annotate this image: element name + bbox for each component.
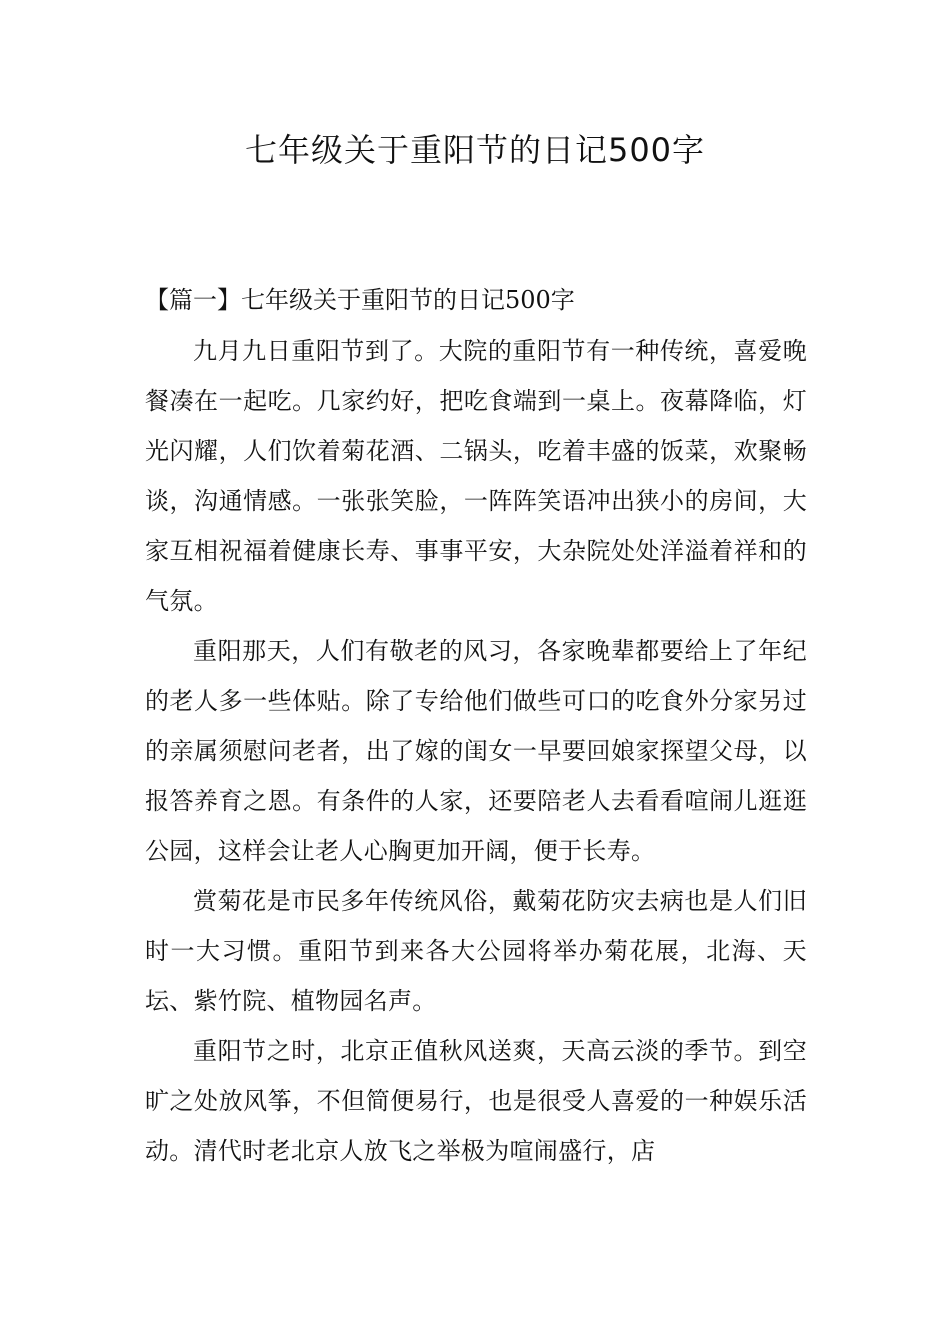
document-title: 七年级关于重阳节的日记500字	[244, 131, 706, 169]
section-heading: 【篇一】七年级关于重阳节的日记500字	[145, 286, 575, 314]
paragraph-1: 九月九日重阳节到了。大院的重阳节有一种传统，喜爱晚餐凑在一起吃。几家约好，把吃食端到一桌上。夜幕降临，灯光闪耀，人们饮着菊花酒、二锅头，吃着丰盛的饭菜，欢聚畅谈，沟通情感。一张张笑脸，一阵阵笑语冲出狭小的房间，大家互相祝福着健康长寿、事事平安，大杂院处处洋溢着祥和的气氛。	[145, 337, 807, 615]
paragraph-4: 重阳节之时，北京正值秋风送爽，天高云淡的季节。到空旷之处放风筝，不但简便易行，也是很受人喜爱的一种娱乐活动。清代时老北京人放飞之举极为喧闹盛行，店	[145, 1037, 807, 1165]
document-body	[145, 326, 807, 1176]
paragraph-3: 赏菊花是市民多年传统风俗，戴菊花防灾去病也是人们旧时一大习惯。重阳节到来各大公园将举办菊花展，北海、天坛、紫竹院、植物园名声。	[145, 887, 807, 1015]
paragraph-2: 重阳那天，人们有敬老的风习，各家晚辈都要给上了年纪的老人多一些体贴。除了专给他们做些可口的吃食外分家另过的亲属须慰问老者，出了嫁的闺女一早要回娘家探望父母，以报答养育之恩。有条件的人家，还要陪老人去看看喧闹儿逛逛公园，这样会让老人心胸更加开阔，便于长寿。	[145, 637, 807, 865]
